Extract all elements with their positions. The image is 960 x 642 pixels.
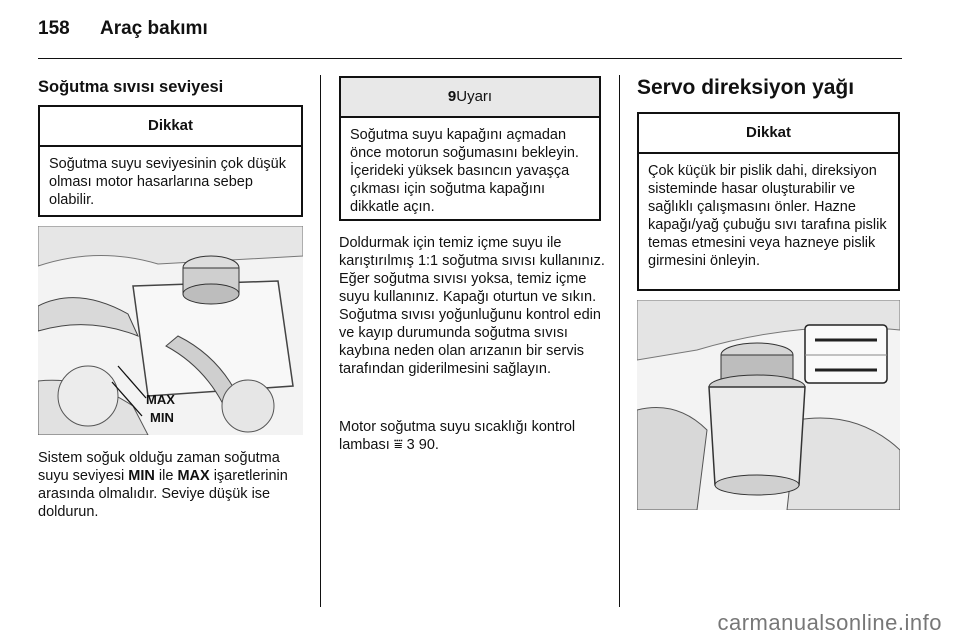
notice-title: Dikkat xyxy=(639,114,898,154)
header-rule xyxy=(38,58,902,59)
coolant-reservoir-illustration xyxy=(38,226,303,435)
power-steering-heading: Servo direksiyon yağı xyxy=(637,76,855,99)
warning-header xyxy=(341,78,599,118)
steering-notice-box xyxy=(637,112,900,291)
warning-body: Soğutma suyu kapağını açmadan önce motorun soğumasını bekleyin. İçerideki yüksek basıncın yavaşça çıkması için soğutma kapağını dikkatle açın. xyxy=(350,127,579,215)
max-mark-label: MAX xyxy=(146,392,175,407)
page-header xyxy=(38,18,208,40)
notice-title: Dikkat xyxy=(40,107,301,147)
coolant-reservoir-photo xyxy=(38,226,303,435)
column-divider-1 xyxy=(320,75,321,607)
coolant-level-paragraph xyxy=(38,449,306,521)
min-keyword: MIN xyxy=(128,468,155,484)
column-divider-2 xyxy=(619,75,620,607)
watermark: carmanualsonline.info xyxy=(717,610,942,635)
warning-title: Uyarı xyxy=(456,88,493,105)
para-text: Sistem soğuk olduğu zaman soğutma suyu seviyesi xyxy=(38,450,280,484)
notice-body: Soğutma suyu seviyesinin çok düşük olması motor hasarlarına sebep olabilir. xyxy=(49,156,286,208)
page-reference-icon: 3 xyxy=(406,437,415,453)
para-text: işaretlerinin arasında olmalıdır. Seviye düşük ise doldurun. xyxy=(38,468,288,520)
max-keyword: MAX xyxy=(177,468,210,484)
steering-reservoir-illustration xyxy=(637,300,900,510)
coolant-notice-box xyxy=(38,105,303,217)
coolant-level-heading: Soğutma sıvısı seviyesi xyxy=(38,78,224,96)
refill-paragraph: Doldurmak için temiz içme suyu ile karıştırılmış 1:1 soğutma sıvısı kullanınız. Eğer soğutma sıvısı yoksa, temiz içme suyu kullanınız. Kapağı oturtun ve sıkın. Soğutma sıvısı yoğunluğunu kontrol edin ve kayıp durumunda soğutma sıvısı kaybına neden olan arızanın bir servis tarafından giderilmesini sağlayın. xyxy=(339,235,605,377)
coolant-warning-box xyxy=(339,76,601,221)
min-mark-label: MIN xyxy=(150,410,174,425)
warning-triangle-icon: 9 xyxy=(447,88,457,105)
notice-body: Çok küçük bir pislik dahi, direksiyon sisteminde hasar oluşturabilir ve sağlıklı çalışmasını önler. Hazne kapağı/yağ çubuğu sıvı tarafına pislik temas etmesini veya hazneye pislik girmesini önleyin. xyxy=(648,163,887,269)
steering-reservoir-photo xyxy=(637,300,900,510)
para-text: ile xyxy=(154,468,178,484)
para-text: Motor soğutma suyu sıcaklığı kontrol lambası xyxy=(339,419,576,453)
chapter-title: Araç bakımı xyxy=(100,18,208,39)
temp-lamp-paragraph xyxy=(339,418,605,454)
coolant-temperature-icon: ⩸ xyxy=(393,437,403,453)
page-number: 158 xyxy=(38,18,70,39)
page-reference: 90. xyxy=(414,437,439,453)
